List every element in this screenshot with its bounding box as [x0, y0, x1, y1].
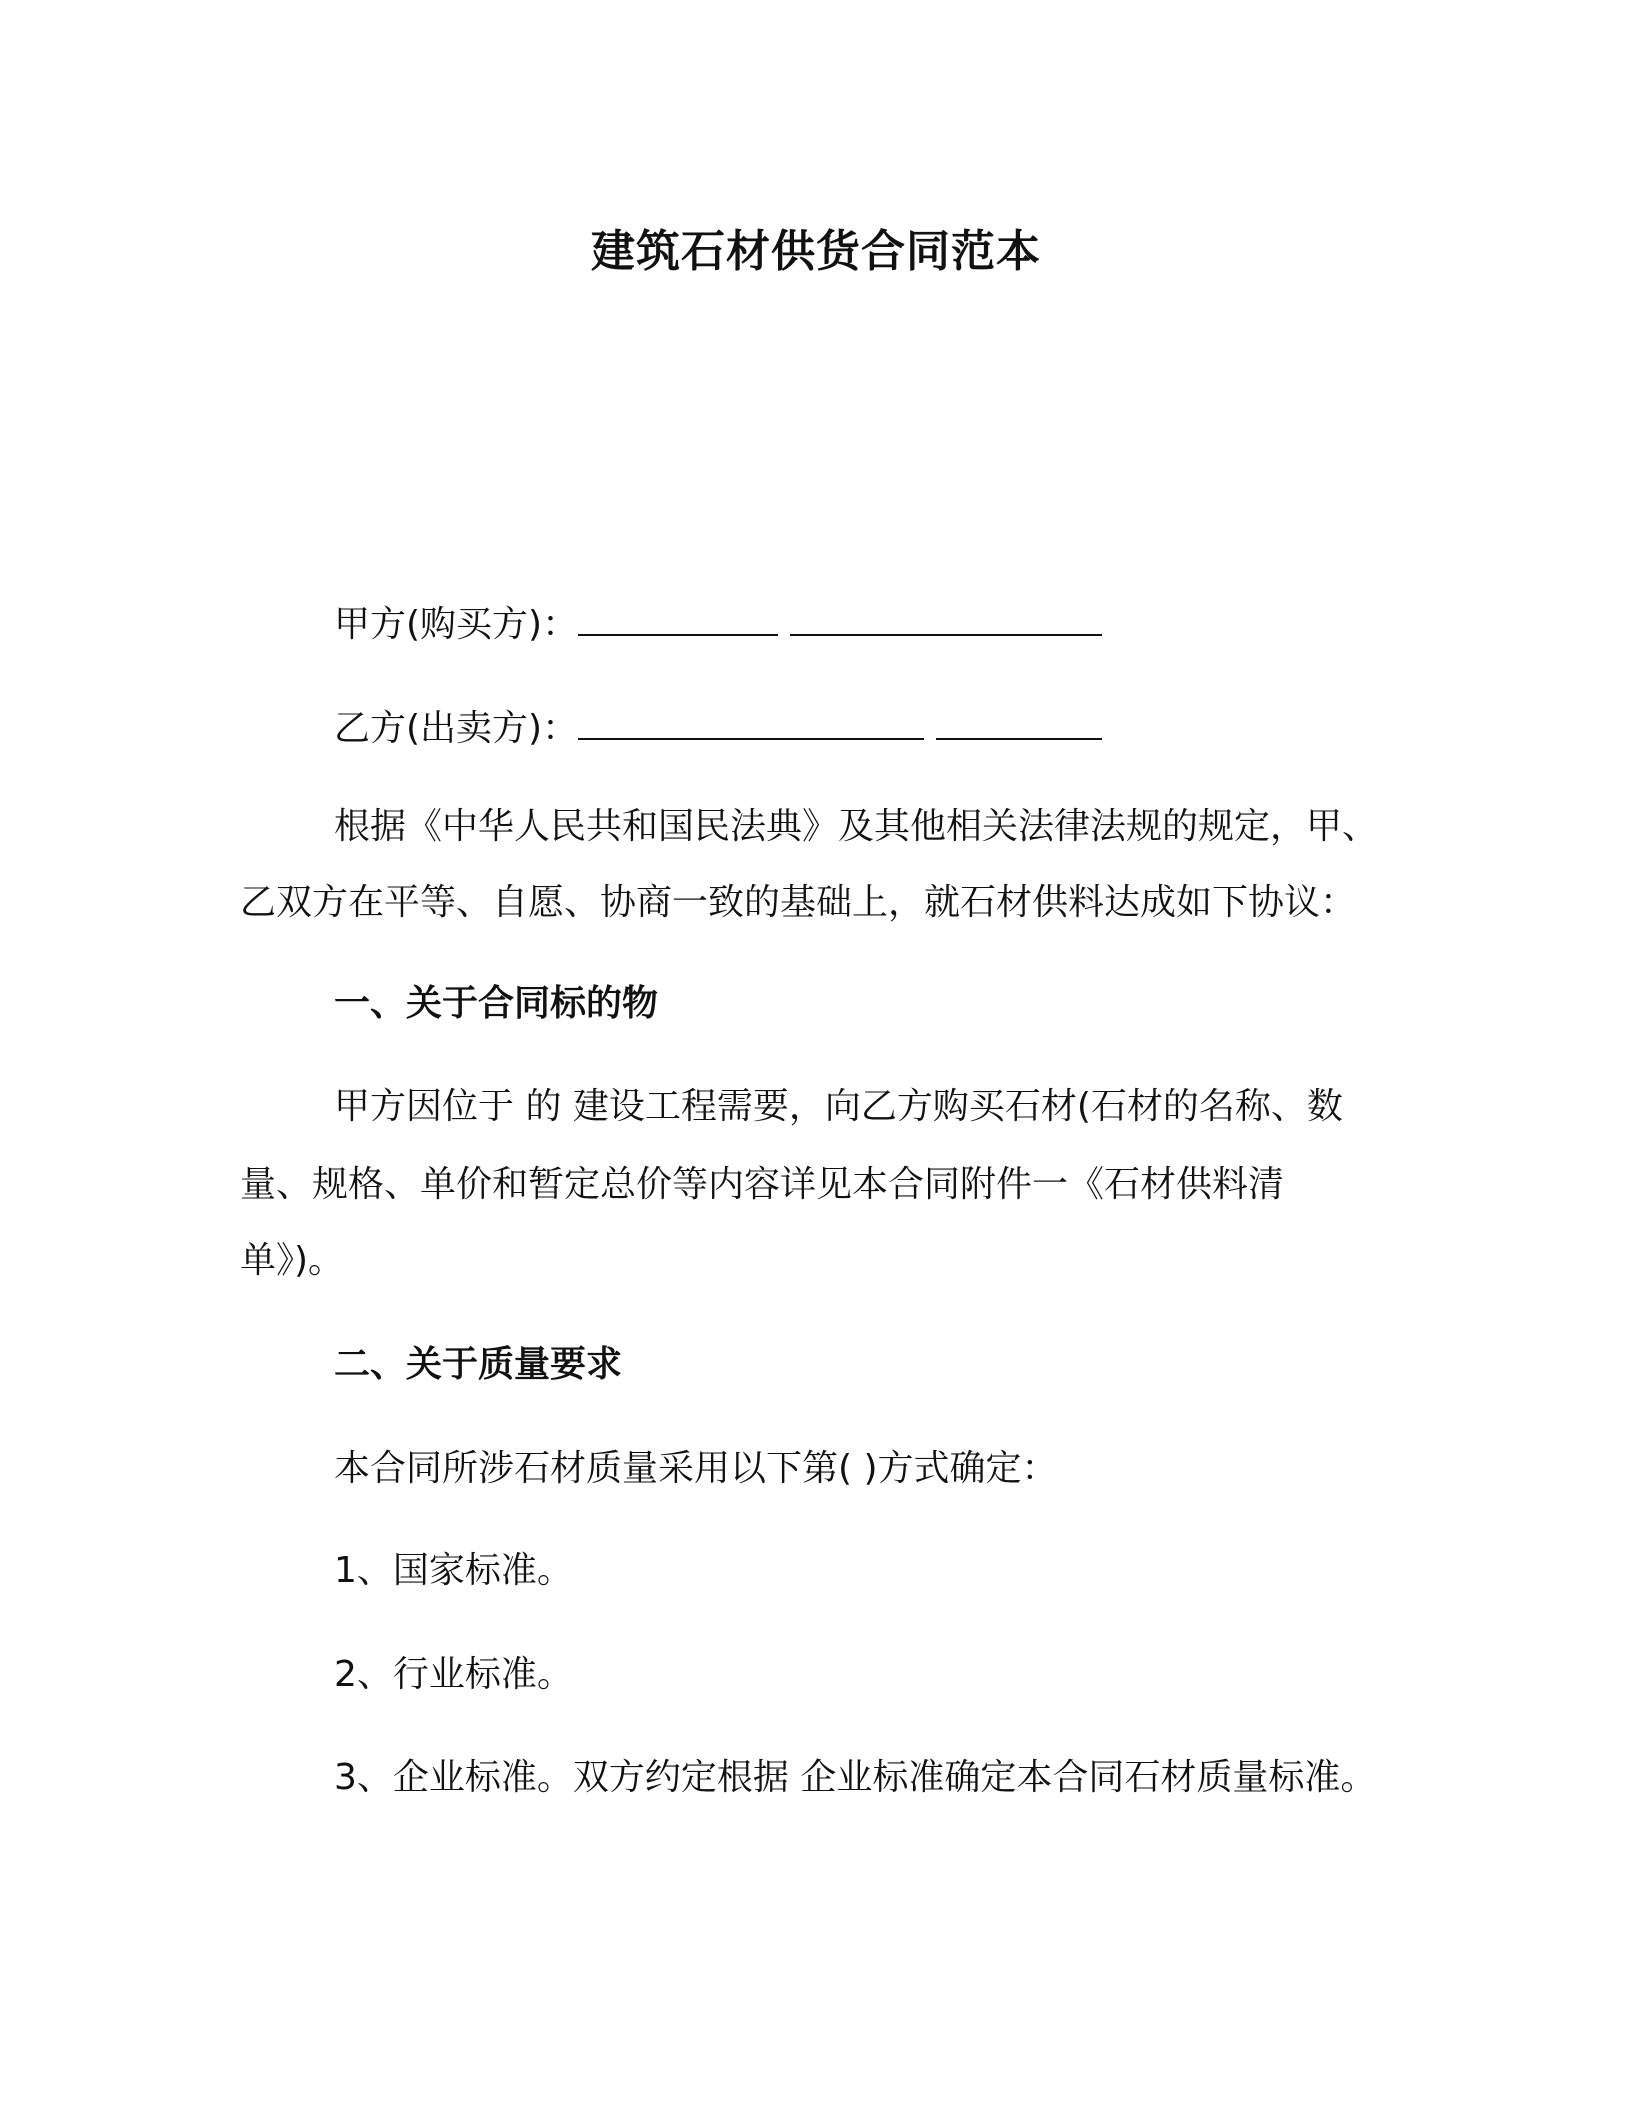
section-1-heading: 一、关于合同标的物 — [334, 983, 659, 1024]
list-item-3: 3、企业标准。双方约定根据 企业标准确定本合同石材质量标准。 — [334, 1757, 1377, 1798]
party-a-line — [334, 600, 1102, 650]
party-a-label: 甲方(购买方)： — [334, 604, 579, 645]
party-b-label: 乙方(出卖方)： — [334, 708, 579, 749]
intro-line-1: 根据《中华人民共和国民法典》及其他相关法律法规的规定，甲、 — [334, 806, 1379, 847]
section-2-heading: 二、关于质量要求 — [334, 1344, 623, 1385]
intro-line-2: 乙双方在平等、自愿、协商一致的基础上，就石材供料达成如下协议： — [240, 882, 1357, 923]
list-item-2: 2、行业标准。 — [334, 1654, 573, 1695]
party-b-blank-2 — [936, 737, 1102, 740]
section-1-line-3: 单》)。 — [240, 1240, 345, 1281]
party-a-blank-2 — [790, 633, 1102, 636]
party-b-line — [334, 704, 1102, 754]
list-item-1: 1、国家标准。 — [334, 1550, 573, 1591]
section-2-intro: 本合同所涉石材质量采用以下第( )方式确定： — [334, 1448, 1058, 1489]
section-1-line-1: 甲方因位于 的 建设工程需要，向乙方购买石材(石材的名称、数 — [334, 1086, 1343, 1127]
party-a-blank-1 — [578, 633, 778, 636]
section-1-line-2: 量、规格、单价和暂定总价等内容详见本合同附件一《石材供料清 — [240, 1164, 1285, 1205]
party-b-blank-1 — [578, 737, 924, 740]
document-title: 建筑石材供货合同范本 — [591, 226, 1041, 277]
